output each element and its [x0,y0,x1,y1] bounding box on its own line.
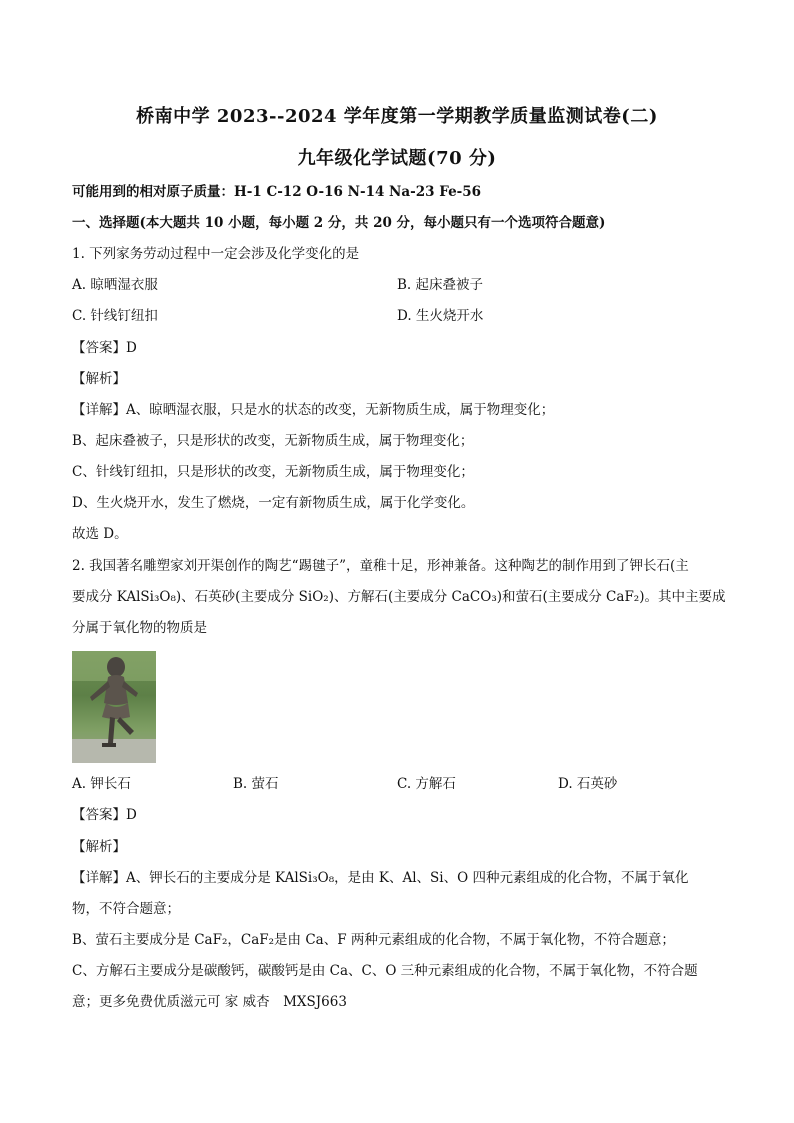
section-heading: 一、选择题(本大题共 10 小题，每小题 2 分，共 20 分，每小题只有一个选项符合题意) [72,215,606,231]
atomic-masses: 可能用到的相对原子质量：H-1 C-12 O-16 N-14 Na-23 Fe-56 [72,184,482,200]
q2-stem-line: 2. 我国著名雕塑家刘开渠创作的陶艺“踢毽子”，童稚十足，形神兼备。这种陶艺的制作用到了钾长石(主 [72,558,689,574]
q1-option-c: C. 针线钉纽扣 [72,308,158,324]
q2-detail-line: B、萤石主要成分是 CaF₂，CaF₂是由 Ca、F 两种元素组成的化合物，不属于氧化物，不符合题意； [72,932,675,948]
exam-subtitle: 九年级化学试题(70 分) [297,148,497,169]
q1-option-a: A. 晾晒湿衣服 [72,277,158,293]
sculpture-photo [72,651,156,763]
q1-stem: 1. 下列家务劳动过程中一定会涉及化学变化的是 [72,246,360,262]
sculpture-figure [72,651,156,763]
q1-detail-line: D、生火烧开水，发生了燃烧，一定有新物质生成，属于化学变化。 [72,495,475,511]
q2-analysis-label: 【解析】 [72,839,126,855]
q1-detail-line: B、起床叠被子，只是形状的改变，无新物质生成，属于物理变化； [72,433,474,449]
q1-option-d: D. 生火烧开水 [397,308,484,324]
q2-option-d: D. 石英砂 [558,776,618,792]
q1-detail-line: 【详解】A、晾晒湿衣服，只是水的状态的改变，无新物质生成，属于物理变化； [72,402,555,418]
q2-option-a: A. 钾长石 [72,776,131,792]
q1-detail-line: C、针线钉纽扣，只是形状的改变，无新物质生成，属于物理变化； [72,464,474,480]
q1-analysis-label: 【解析】 [72,371,126,387]
q1-conclusion: 故选 D。 [72,526,128,542]
q1-answer: 【答案】D [72,340,137,356]
q2-answer: 【答案】D [72,807,137,823]
q2-option-c: C. 方解石 [397,776,456,792]
q2-stem-line: 分属于氧化物的物质是 [72,620,207,636]
exam-title: 桥南中学 2023--2024 学年度第一学期教学质量监测试卷(二) [136,106,658,127]
q2-detail-line: C、方解石主要成分是碳酸钙，碳酸钙是由 Ca、C、O 三种元素组成的化合物，不属于氧化物，不符合题 [72,963,698,979]
q2-detail-line: 【详解】A、钾长石的主要成分是 KAlSi₃O₈，是由 K、Al、Si、O 四种元素组成的化合物，不属于氧化 [72,870,689,886]
q2-stem-line: 要成分 KAlSi₃O₈)、石英砂(主要成分 SiO₂)、方解石(主要成分 CaCO₃)和萤石(主要成分 CaF₂)。其中主要成 [72,589,726,605]
q1-option-b: B. 起床叠被子 [397,277,484,293]
q2-option-b: B. 萤石 [233,776,279,792]
q2-detail-line: 物，不符合题意； [72,901,180,917]
q2-detail-line: 意；更多免费优质滋元可 家 威杏 MXSJ663 [72,994,347,1010]
